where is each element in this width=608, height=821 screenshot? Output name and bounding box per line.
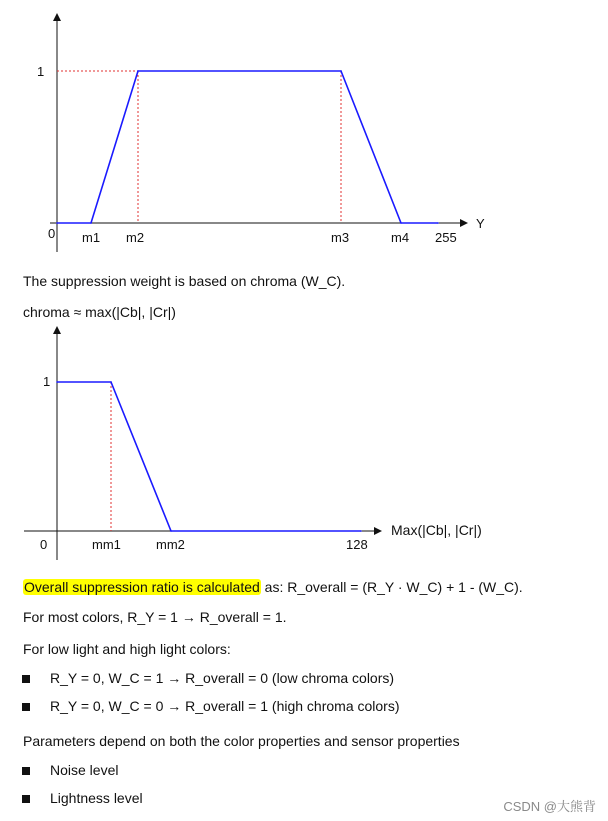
x-tick-label-m4: m4 — [391, 230, 410, 245]
x-tick-label-mm1: mm1 — [92, 537, 121, 552]
x-axis-label: Y — [476, 216, 485, 231]
x-tick-label-255: 255 — [435, 230, 457, 245]
x-tick-label-mm2: mm2 — [156, 537, 185, 552]
case-low-chroma-text: R_Y = 0, W_C = 1 → R_overall = 0 (low chroma colors) — [50, 670, 395, 686]
x-tick-label-m1: m1 — [82, 230, 101, 245]
x-tick-label-128: 128 — [346, 537, 368, 552]
y-tick-label-1: 1 — [43, 374, 51, 389]
parameters-text: Parameters depend on both the color properties and sensor properties — [23, 733, 460, 749]
series-line — [57, 71, 438, 223]
luma-weight-chart — [0, 0, 608, 260]
param-noise-level-text: Noise level — [50, 762, 119, 778]
weight-basis-text: The suppression weight is based on chroma (W_C). — [23, 273, 346, 289]
param-lightness-level-text: Lightness level — [50, 790, 143, 806]
chroma-definition-text: chroma ≈ max(|Cb|, |Cr|) — [23, 304, 176, 320]
origin-label: 0 — [40, 537, 48, 552]
bullet-icon — [22, 675, 30, 683]
highlighted-phrase: Overall suppression ratio is calculated — [24, 579, 260, 595]
y-tick-label-1: 1 — [37, 64, 45, 79]
bullet-icon — [22, 703, 30, 711]
overall-ratio-formula: as: R_overall = (R_Y · W_C) + 1 - (W_C). — [260, 579, 523, 595]
low-high-light-text: For low light and high light colors: — [23, 641, 231, 657]
origin-label: 0 — [48, 226, 56, 241]
bullet-icon — [22, 795, 30, 803]
most-colors-text: For most colors, R_Y = 1 → R_overall = 1. — [23, 609, 287, 625]
x-tick-label-m2: m2 — [126, 230, 145, 245]
x-tick-label-m3: m3 — [331, 230, 350, 245]
series-line — [57, 382, 361, 531]
watermark: CSDN @大熊背 — [503, 799, 596, 814]
bullet-icon — [22, 767, 30, 775]
chroma-weight-chart — [0, 322, 608, 562]
x-axis-label: Max(|Cb|, |Cr|) — [391, 522, 482, 538]
case-high-chroma-text: R_Y = 0, W_C = 0 → R_overall = 1 (high chroma colors) — [50, 698, 400, 714]
overall-ratio-text — [23, 578, 523, 596]
